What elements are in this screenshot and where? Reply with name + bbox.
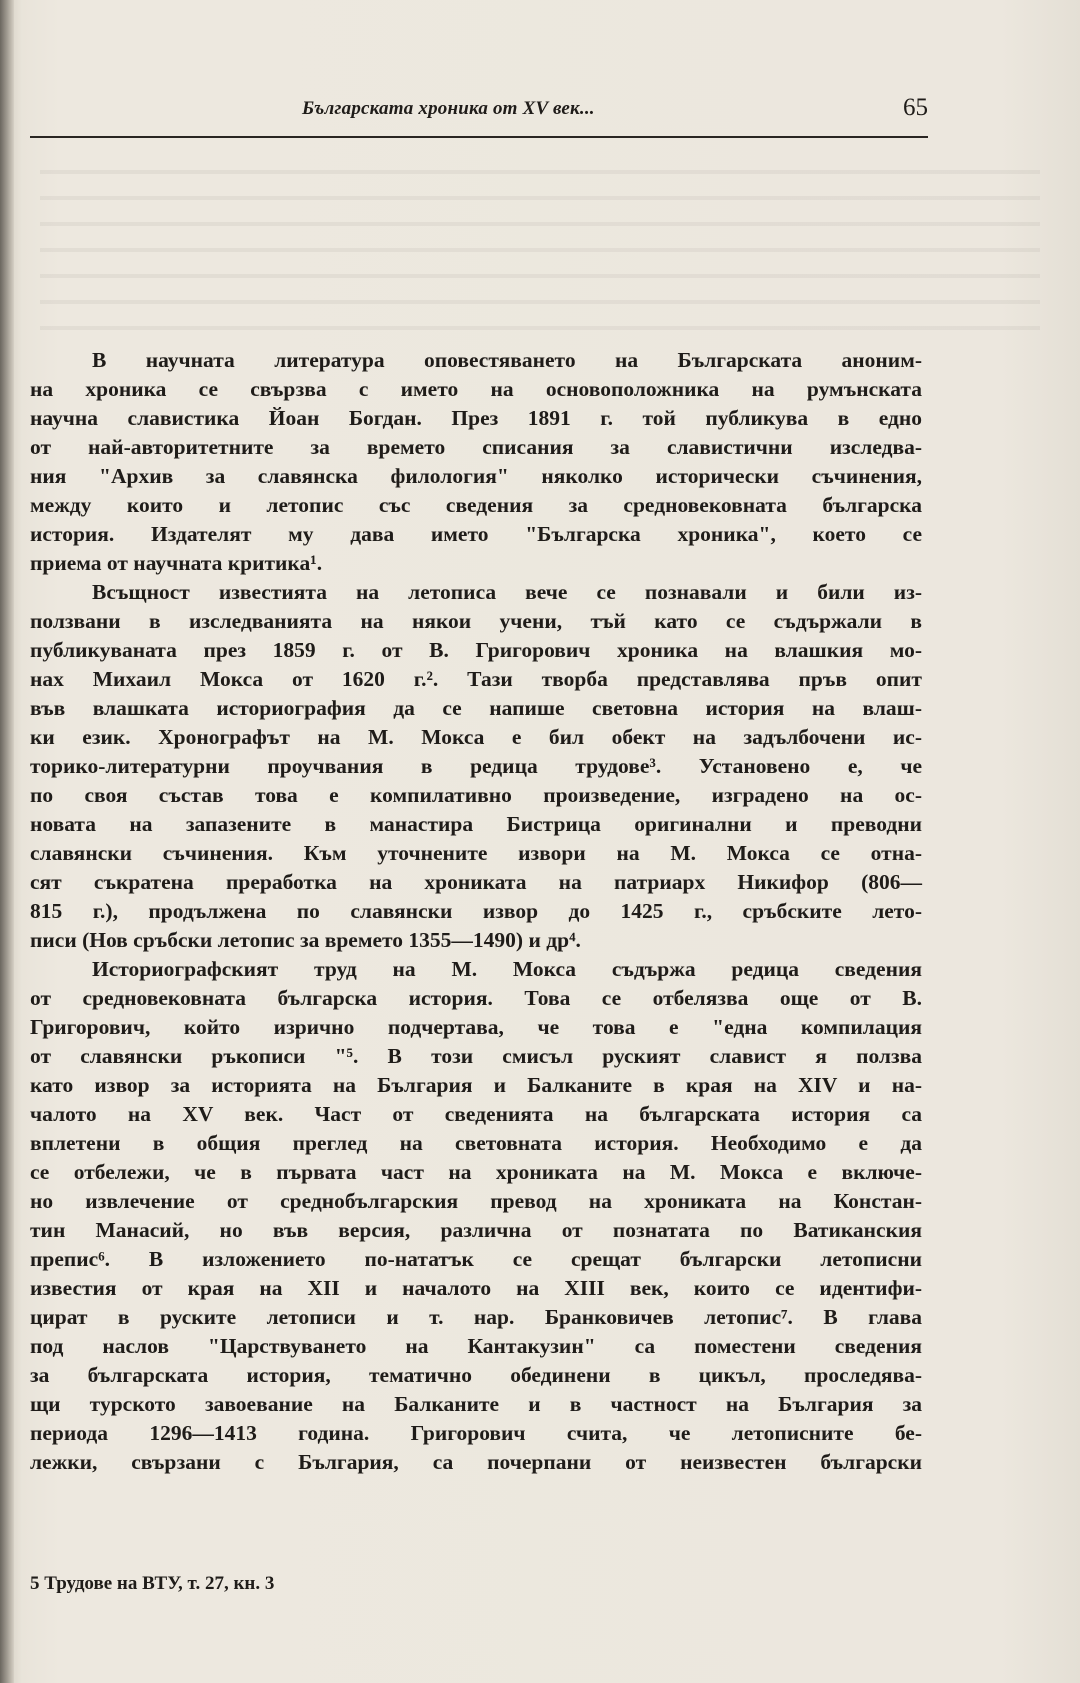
- text-line: Всъщност известията на летописа вече се познавали и били из-: [92, 580, 922, 604]
- text-line: писи (Нов сръбски летопис за времето 1355—1490) и др⁴.: [30, 928, 581, 952]
- text-line: В научната литература оповестяването на Българската аноним-: [92, 348, 922, 372]
- text-line: щи турското завоевание на Балканите и в частност на България за: [30, 1392, 922, 1416]
- text-line: от средновековната българска история. Това се отбелязва още от В.: [30, 986, 922, 1010]
- text-line: от най-авторитетните за времето списания за славистични изследва-: [30, 435, 922, 459]
- text-line: цират в руските летописи и т. нар. Бранковичев летопис⁷. В глава: [30, 1305, 922, 1329]
- text-line: лежки, свързани с България, са почерпани от неизвестен български: [30, 1450, 922, 1474]
- text-line: 815 г.), продължена по славянски извор до 1425 г., сръбските лето-: [30, 899, 922, 923]
- text-line: тин Манасий, но във версия, различна от познатата по Ватиканския: [30, 1218, 922, 1242]
- text-line: ки език. Хронографът на М. Мокса е бил обект на задълбочени ис-: [30, 725, 922, 749]
- bleed-through-texture: [40, 148, 1040, 338]
- text-line: новата на запазените в манастира Бистрица оригинални и преводни: [30, 812, 922, 836]
- text-line: като извор за историята на България и Балканите в края на XIV и на-: [30, 1073, 922, 1097]
- text-line: периода 1296—1413 година. Григорович счита, че летописните бе-: [30, 1421, 922, 1445]
- text-line: между които и летопис със сведения за средновековната българска: [30, 493, 922, 517]
- text-line: Историографският труд на М. Мокса съдържа редица сведения: [92, 957, 922, 981]
- text-line: по своя състав това е компилативно произведение, изградено на ос-: [30, 783, 922, 807]
- text-line: нах Михаил Мокса от 1620 г.². Тази творба представлява пръв опит: [30, 667, 922, 691]
- text-line: препис⁶. В изложението по-нататък се срещат български летописни: [30, 1247, 922, 1271]
- text-line: но извлечение от среднобългарския превод на хрониката на Констан-: [30, 1189, 922, 1213]
- text-line: торико-литературни проучвания в редица трудове³. Установено е, че: [30, 754, 922, 778]
- text-line: сят съкратена преработка на хрониката на патриарх Никифор (806—: [30, 870, 922, 894]
- page-number: 65: [903, 94, 928, 121]
- book-spine-shadow: [0, 0, 14, 1683]
- running-title: Българската хроника от XV век...: [302, 98, 595, 119]
- printer-signature: 5 Трудове на ВТУ, т. 27, кн. 3: [30, 1573, 275, 1594]
- text-line: научна славистика Йоан Богдан. През 1891 г. той публикува в едно: [30, 406, 922, 430]
- text-line: за българската история, тематично обединени в цикъл, проследява-: [30, 1363, 922, 1387]
- running-header: [30, 96, 928, 138]
- text-line: история. Издателят му дава името "Българска хроника", което се: [30, 522, 922, 546]
- text-line: се отбележи, че в първата част на хрониката на М. Мокса е включе-: [30, 1160, 922, 1184]
- body-text: [30, 346, 922, 1477]
- text-line: ния "Архив за славянска филология" няколко исторически съчинения,: [30, 464, 922, 488]
- text-line: от славянски ръкописи "⁵. В този смисъл руският славист я ползва: [30, 1044, 922, 1068]
- text-line: публикуваната през 1859 г. от В. Григорович хроника на влашкия мо-: [30, 638, 922, 662]
- text-line: ползвани в изследванията на някои учени, тъй като се съдържали в: [30, 609, 922, 633]
- text-line: във влашката историография да се напише световна история на влаш-: [30, 696, 922, 720]
- text-line: на хроника се свързва с името на основоположника на румънската: [30, 377, 922, 401]
- text-line: известия от края на XII и началото на XIII век, които се идентифи-: [30, 1276, 922, 1300]
- text-line: чалото на XV век. Част от сведенията на българската история са: [30, 1102, 922, 1126]
- text-line: под наслов "Царствуването на Кантакузин" са поместени сведения: [30, 1334, 922, 1358]
- text-line: приема от научната критика¹.: [30, 551, 323, 575]
- text-line: славянски съчинения. Към уточнените извори на М. Мокса се отна-: [30, 841, 922, 865]
- text-line: Григорович, който изрично подчертава, че това е "една компилация: [30, 1015, 922, 1039]
- text-line: вплетени в общия преглед на световната история. Необходимо е да: [30, 1131, 922, 1155]
